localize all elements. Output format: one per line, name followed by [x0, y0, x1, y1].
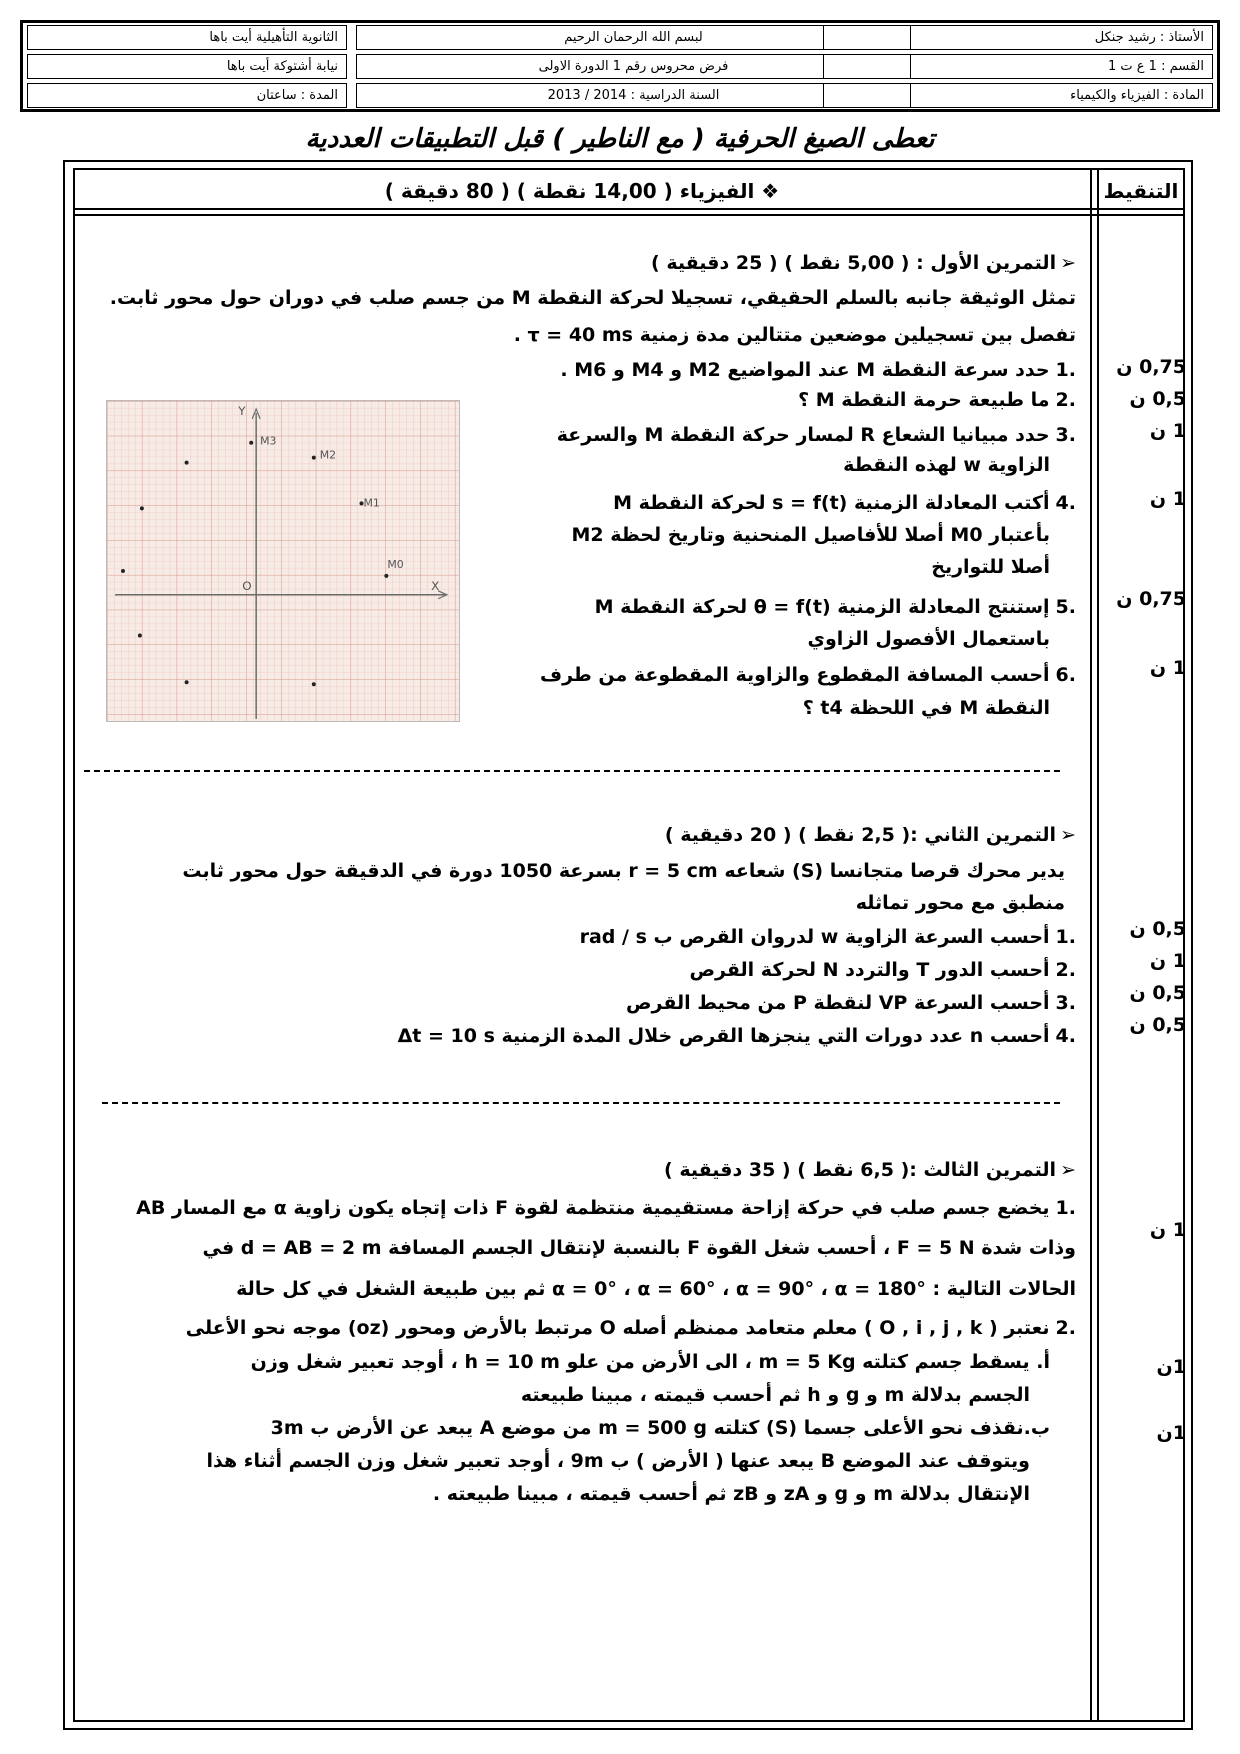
ex1-intro-2: تفصل بين تسجيلين موضعين متتالين مدة زمنية τ = 40 ms .	[513, 324, 1076, 346]
ex3-q2: .2نعتبر ( O , i , j , k ) معلم متعامد ممنظم أصله O مرتبط بالأرض ومحور (oz) موجه نحو الأعلى	[185, 1317, 1076, 1339]
ex2-q4: .4أحسب n عدد دورات التي ينجزها القرص خلال المدة الزمنية Δt = 10 s	[397, 1025, 1076, 1047]
ex1-q5: .5إستنتج المعادلة الزمنية θ = f(t) لحركة النقطة M	[594, 596, 1076, 618]
arrow-bullet-icon: ➢	[1060, 252, 1076, 274]
ex3-q2-text: نعتبر ( O , i , j , k ) معلم متعامد ممنظم أصله O مرتبط بالأرض ومحور (oz) موجه نحو الأعلى	[185, 1317, 1050, 1339]
physics-section-title: ❖ الفيزياء ( 14,00 نقطة ) ( 80 دقيقة )	[384, 179, 780, 203]
section-header-divider	[73, 208, 1185, 210]
school-name: الثانوية التأهيلية أيت باها	[27, 25, 347, 50]
ex2-q2: .2أحسب الدور T والتردد N لحركة القرص	[689, 959, 1076, 981]
m1-label: M1	[363, 496, 380, 510]
ex1-q4: .4أكتب المعادلة الزمنية s = f(t) لحركة النقطة M	[613, 492, 1076, 514]
m2-label: M2	[319, 448, 337, 462]
ex1-q5-text: إستنتج المعادلة الزمنية θ = f(t) لحركة النقطة M	[594, 596, 1050, 618]
point-m0	[384, 574, 388, 578]
point-m9	[312, 682, 316, 686]
ex1-q2-text: ما طبيعة حرمة النقطة M ؟	[798, 389, 1050, 411]
ex1-q1: .1حدد سرعة النقطة M عند المواضيع M2 و M4 و M6 .	[560, 359, 1076, 381]
ex3-q2b-line3: الإنتقال بدلالة m و g و zA و zB ثم أحسب قيمته ، مبينا طبيعته .	[432, 1483, 1030, 1505]
point-m6	[121, 569, 125, 573]
duration: المدة : ساعتان	[27, 83, 347, 108]
ex1-heading-text: التمرين الأول : ( 5,00 نقط ) ( 25 دقيقية )	[651, 252, 1057, 274]
ex2-q2-points: 1 ن	[1149, 950, 1186, 972]
ex2-q1-points: 0,5 ن	[1129, 918, 1186, 940]
ex3-q2b-line2: ويتوقف عند الموضع B يبعد عنها ( الأرض ) ب 9m ، أوجد تعبير شغل وزن الجسم أثناء هذا	[206, 1450, 1030, 1472]
ex3-q2b-points: 1ن	[1156, 1422, 1186, 1444]
ex1-q3: .3حدد مبيانيا الشعاع R لمسار حركة النقطة M والسرعة	[556, 424, 1076, 446]
ex2-q1: .1أحسب السرعة الزاوية w لدروان القرص ب rad / s	[579, 926, 1076, 948]
ex1-q4-points: 1 ن	[1149, 488, 1186, 510]
ex1-q6-text: أحسب المسافة المقطوع والزاوية المقطوعة من طرف	[540, 664, 1050, 686]
class-name: القسم : 1 ع ت 1	[823, 54, 1213, 79]
ex1-q4-line2: بأعتبار M0 أصلا للأفاصيل المنحنية وتاريخ لحظة M2	[571, 524, 1050, 546]
header-table	[20, 20, 1220, 112]
exam-name: فرض محروس رقم 1 الدورة الاولى	[356, 54, 911, 79]
ex3-q2a-line2: الجسم بدلالة m و g و h ثم أحسب قيمته ، مبينا طبيعته	[520, 1384, 1030, 1406]
point-m2	[312, 456, 316, 460]
header-row-2	[23, 52, 1217, 80]
graph-grid	[107, 401, 459, 721]
arrow-bullet-icon: ➢	[1060, 1159, 1076, 1181]
ex1-q5-points: 0,75 ن	[1116, 588, 1186, 610]
ex1-q3-text: حدد مبيانيا الشعاع R لمسار حركة النقطة M والسرعة	[556, 424, 1050, 446]
ex1-q3-line2: الزاوية w لهذه النقطة	[843, 454, 1050, 476]
ex2-q4-text: أحسب n عدد دورات التي ينجزها القرص خلال المدة الزمنية Δt = 10 s	[397, 1025, 1050, 1047]
ex1-heading	[651, 248, 1076, 278]
origin-label: O	[242, 578, 252, 593]
basmala: لبسم الله الرحمان الرحيم	[356, 25, 911, 50]
teacher-name: الأستاذ : رشيد جنكل	[823, 25, 1213, 50]
m0-label: M0	[387, 557, 404, 571]
ex1-q1-points: 0,75 ن	[1116, 356, 1186, 378]
ex3-q1-line3: الحالات التالية : α = 0° ، α = 60° ، α = 90° ، α = 180° ثم بين طبيعة الشغل في كل حالة	[236, 1278, 1076, 1300]
header-row-1	[23, 23, 1217, 51]
header-row-3	[23, 81, 1217, 109]
ex1-q5-line2: باستعمال الأفصول الزاوي	[807, 628, 1050, 650]
arrow-bullet-icon: ➢	[1060, 824, 1076, 846]
separator-1	[84, 770, 1060, 772]
ex1-q6-line2: النقطة M في اللحظة t4 ؟	[802, 697, 1050, 719]
point-m1	[360, 501, 364, 505]
point-m5	[140, 506, 144, 510]
ex1-q2-points: 0,5 ن	[1129, 388, 1186, 410]
y-axis-label: Y	[238, 403, 246, 418]
ex1-q4-line3: أصلا للتواريخ	[931, 556, 1050, 578]
point-m4	[185, 461, 189, 465]
ex1-q1-text: حدد سرعة النقطة M عند المواضيع M2 و M4 و M6 .	[560, 359, 1050, 381]
ex2-q4-points: 0,5 ن	[1129, 1014, 1186, 1036]
ex2-intro-1: يدير محرك قرصا متجانسا (S) شعاعه r = 5 cm بسرعة 1050 دورة في الدقيقة حول محور ثابت	[182, 860, 1065, 882]
points-header: التنقيط	[1103, 179, 1179, 203]
m3-label: M3	[260, 434, 277, 448]
section-header-divider-2	[73, 214, 1185, 216]
ex2-heading-text: التمرين الثاني :( 2,5 نقط ) ( 20 دقيقية )	[664, 824, 1057, 846]
ex1-q2: .2ما طبيعة حرمة النقطة M ؟	[798, 389, 1076, 411]
ex2-heading	[665, 820, 1076, 850]
page-title: تعطى الصيغ الحرفية ( مع الناطير ) قبل التطبيقات العددية	[305, 124, 935, 154]
ex3-q1-text: يخضع جسم صلب في حركة إزاحة مستقيمية منتظمة لقوة F ذات إتجاه يكون زاوية α مع المسار AB	[136, 1197, 1050, 1219]
ex2-q3: .3أحسب السرعة VP لنقطة P من محيط القرص	[625, 992, 1076, 1014]
point-m3	[249, 441, 253, 445]
ex3-q1: .1يخضع جسم صلب في حركة إزاحة مستقيمية منتظمة لقوة F ذات إتجاه يكون زاوية α مع المسار AB	[136, 1197, 1076, 1219]
trajectory-graph	[106, 400, 460, 722]
ex3-q2a: أ. يسقط جسم كتلته m = 5 Kg ، الى الأرض من علو h = 10 m ، أوجد تعبير شغل وزن	[250, 1351, 1050, 1373]
x-axis-label: X	[431, 578, 440, 593]
ex2-q3-text: أحسب السرعة VP لنقطة P من محيط القرص	[625, 992, 1050, 1014]
points-column-divider	[1090, 168, 1092, 1722]
ex3-heading	[664, 1155, 1076, 1185]
ex3-q2a-points: 1ن	[1156, 1356, 1186, 1378]
ex2-intro-2: منطبق مع محور تماثله	[855, 892, 1065, 914]
ex3-q1-points: 1 ن	[1149, 1219, 1186, 1241]
separator-2	[102, 1102, 1060, 1104]
point-m7	[138, 634, 142, 638]
ex2-q1-text: أحسب السرعة الزاوية w لدروان القرص ب rad / s	[579, 926, 1050, 948]
ex2-q3-points: 0,5 ن	[1129, 982, 1186, 1004]
points-column-divider-2	[1097, 168, 1099, 1722]
ex2-q2-text: أحسب الدور T والتردد N لحركة القرص	[689, 959, 1050, 981]
directorate: نيابة أشتوكة أيت باها	[27, 54, 347, 79]
ex1-q6-points: 1 ن	[1149, 657, 1186, 679]
ex1-q4-text: أكتب المعادلة الزمنية s = f(t) لحركة النقطة M	[613, 492, 1050, 514]
ex3-q2b: ب.نقذف نحو الأعلى جسما (S) كتلته m = 500 g من موضع A يبعد عن الأرض ب 3m	[270, 1417, 1050, 1439]
ex1-q6: .6أحسب المسافة المقطوع والزاوية المقطوعة من طرف	[540, 664, 1076, 686]
ex1-q3-points: 1 ن	[1149, 420, 1186, 442]
point-m8	[185, 680, 189, 684]
ex3-q1-line2: وذات شدة F = 5 N ، أحسب شغل القوة F بالنسبة لإنتقال الجسم المسافة d = AB = 2 m في	[202, 1237, 1076, 1259]
school-year: السنة الدراسية : 2014 / 2013	[356, 83, 911, 108]
subject: المادة : الفيزياء والكيمياء	[823, 83, 1213, 108]
ex3-heading-text: التمرين الثالث :( 6,5 نقط ) ( 35 دقيقية )	[664, 1159, 1057, 1181]
ex1-intro-1: تمثل الوثيقة جانبه بالسلم الحقيقي، تسجيلا لحركة النقطة M من جسم صلب في دوران حول محور ثابت.	[109, 287, 1076, 309]
